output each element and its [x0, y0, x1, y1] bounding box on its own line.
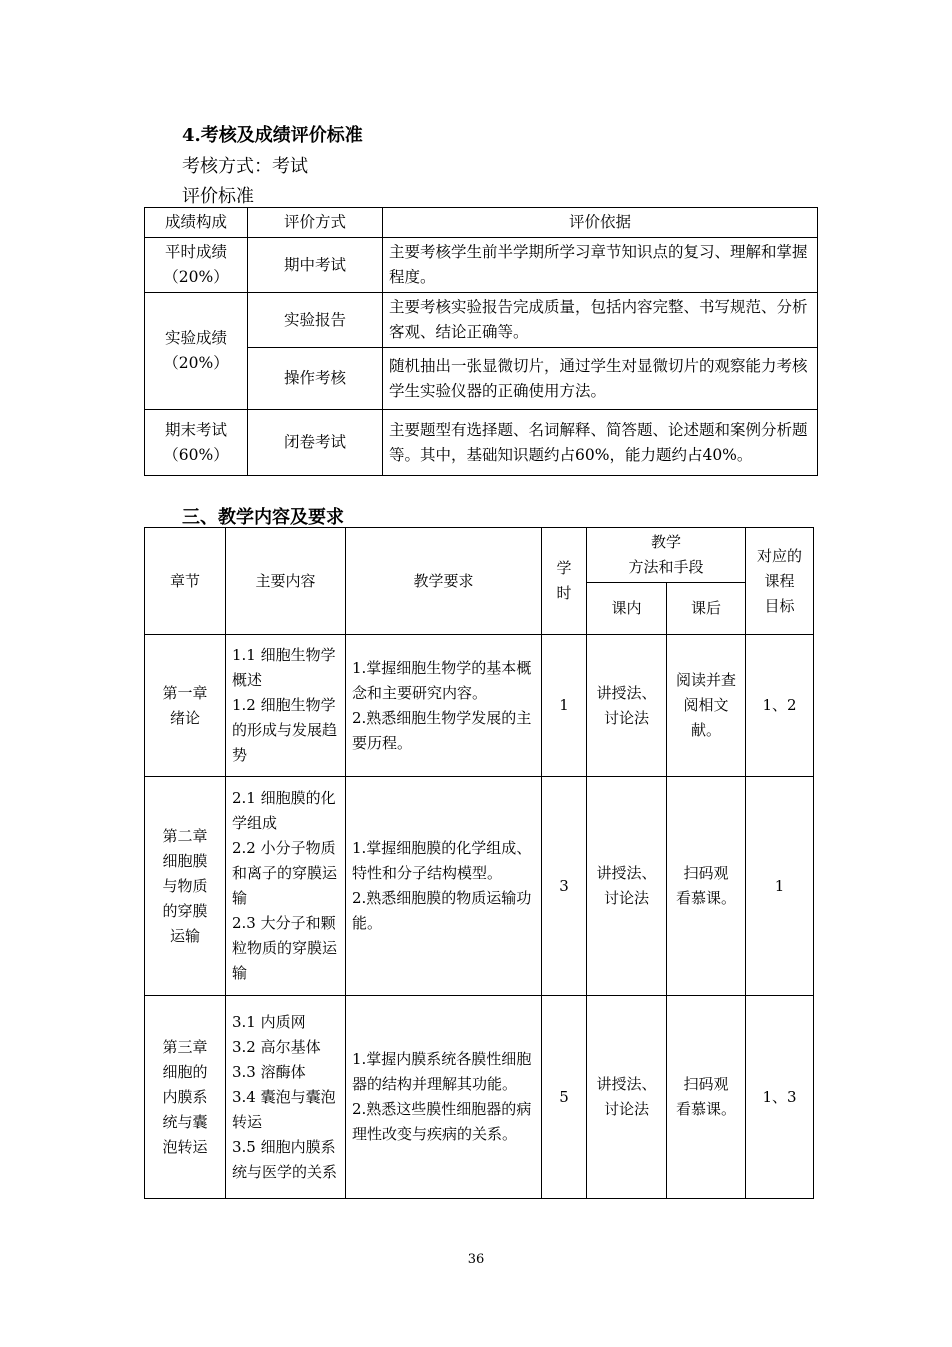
row-chapter: 第一章 绪论 [145, 635, 226, 777]
row-component: 实验成绩 （20%） [145, 293, 248, 410]
assessment-heading: 4.考核及成绩评价标准 [182, 125, 363, 146]
teaching-heading: 三、教学内容及要求 [182, 507, 344, 528]
row-method: 期中考试 [248, 238, 383, 293]
table-row [145, 293, 818, 348]
row-objectives: 1、3 [746, 996, 814, 1199]
header-objectives: 对应的 课程 目标 [746, 528, 814, 635]
row-method: 实验报告 [248, 293, 383, 348]
row-method: 闭卷考试 [248, 410, 383, 476]
row-after-class: 扫码观 看慕课。 [667, 777, 746, 996]
row-after-class: 扫码观 看慕课。 [667, 996, 746, 1199]
teaching-table [144, 527, 814, 1199]
header-hours: 学 时 [542, 528, 587, 635]
row-objectives: 1、2 [746, 635, 814, 777]
row-objectives: 1 [746, 777, 814, 996]
header-in-class: 课内 [587, 583, 667, 635]
row-content: 3.1 内质网 3.2 高尔基体 3.3 溶酶体 3.4 囊泡与囊泡转运 3.5 细胞内膜系统与医学的关系 [226, 996, 346, 1199]
page-number: 36 [467, 1252, 485, 1267]
header-requirements: 教学要求 [346, 528, 542, 635]
row-hours: 1 [542, 635, 587, 777]
row-component: 平时成绩 （20%） [145, 238, 248, 293]
header-basis: 评价依据 [383, 208, 818, 238]
row-requirements: 1.掌握细胞膜的化学组成、特性和分子结构模型。 2.熟悉细胞膜的物质运输功能。 [346, 777, 542, 996]
row-method: 操作考核 [248, 348, 383, 410]
header-content: 主要内容 [226, 528, 346, 635]
row-requirements: 1.掌握内膜系统各膜性细胞器的结构并理解其功能。 2.熟悉这些膜性细胞器的病理性改变与疾病的关系。 [346, 996, 542, 1199]
row-basis: 主要考核实验报告完成质量，包括内容完整、书写规范、分析客观、结论正确等。 [383, 293, 818, 348]
table-row [145, 410, 818, 476]
row-hours: 3 [542, 777, 587, 996]
header-chapter: 章节 [145, 528, 226, 635]
row-in-class: 讲授法、 讨论法 [587, 635, 667, 777]
row-content: 1.1 细胞生物学概述 1.2 细胞生物学的形成与发展趋势 [226, 635, 346, 777]
table-row [145, 635, 814, 777]
row-chapter: 第二章 细胞膜 与物质 的穿膜 运输 [145, 777, 226, 996]
table-header-row [145, 528, 814, 583]
assessment-table [144, 207, 818, 476]
header-method: 评价方式 [248, 208, 383, 238]
row-after-class: 阅读并查阅相文献。 [667, 635, 746, 777]
row-basis: 主要考核学生前半学期所学习章节知识点的复习、理解和掌握程度。 [383, 238, 818, 293]
criteria-label: 评价标准 [182, 186, 254, 207]
row-basis: 主要题型有选择题、名词解释、简答题、论述题和案例分析题等。其中，基础知识题约占60%，能力题约占40%。 [383, 410, 818, 476]
row-component: 期末考试 （60%） [145, 410, 248, 476]
row-content: 2.1 细胞膜的化学组成 2.2 小分子物质和离子的穿膜运输 2.3 大分子和颗粒物质的穿膜运输 [226, 777, 346, 996]
row-hours: 5 [542, 996, 587, 1199]
table-row [145, 777, 814, 996]
row-chapter: 第三章 细胞的 内膜系 统与囊 泡转运 [145, 996, 226, 1199]
table-header-row [145, 208, 818, 238]
row-in-class: 讲授法、 讨论法 [587, 996, 667, 1199]
row-in-class: 讲授法、 讨论法 [587, 777, 667, 996]
header-after-class: 课后 [667, 583, 746, 635]
header-component: 成绩构成 [145, 208, 248, 238]
row-requirements: 1.掌握细胞生物学的基本概念和主要研究内容。 2.熟悉细胞生物学发展的主要历程。 [346, 635, 542, 777]
row-basis: 随机抽出一张显微切片，通过学生对显微切片的观察能力考核学生实验仪器的正确使用方法。 [383, 348, 818, 410]
header-methods: 教学 方法和手段 [587, 528, 746, 583]
table-row [145, 996, 814, 1199]
table-row [145, 238, 818, 293]
assessment-method-line: 考核方式：考试 [182, 156, 308, 177]
